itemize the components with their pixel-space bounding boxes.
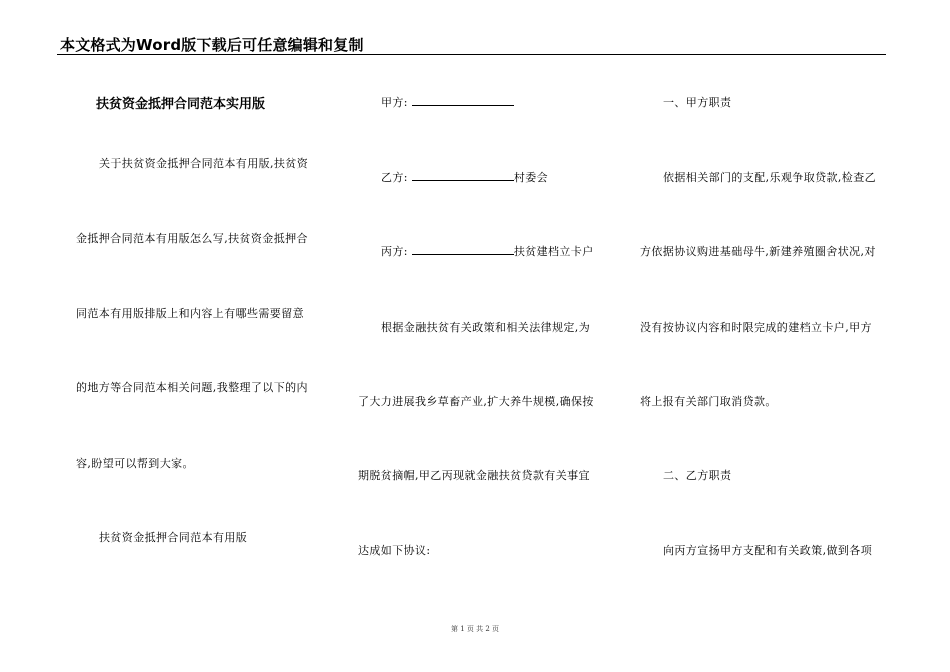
paragraph-line: 金抵押合同范本有用版怎么写,扶贫资金抵押合 <box>76 232 308 245</box>
party-b-label: 乙方: <box>381 171 408 184</box>
subtitle-line: 扶贫资金抵押合同范本有用版 <box>99 531 248 544</box>
party-a-label: 甲方: <box>381 96 408 109</box>
party-a-blank <box>412 95 514 106</box>
paragraph-line: 达成如下协议: <box>358 544 431 557</box>
party-b-suffix: 村委会 <box>513 171 549 184</box>
paragraph-line: 根据金融扶贫有关政策和相关法律规定,为 <box>381 321 591 334</box>
section-heading: 二、乙方职责 <box>663 469 732 482</box>
paragraph-line: 依据相关部门的支配,乐观争取贷款,检查乙 <box>663 171 876 184</box>
paragraph-line: 期脱贫摘帽,甲乙丙现就金融扶贫贷款有关事宜 <box>358 469 590 482</box>
paragraph-line: 了大力进展我乡草畜产业,扩大养牛规模,确保按 <box>358 395 594 408</box>
paragraph-line: 同范本有用版排版上和内容上有哪些需要留意 <box>76 307 304 320</box>
party-b-line <box>381 169 548 185</box>
party-c-line <box>381 243 594 259</box>
paragraph-line: 的地方等合同范本相关问题,我整理了以下的内 <box>76 381 308 394</box>
party-c-label: 丙方: <box>381 245 408 258</box>
party-b-blank <box>412 170 514 181</box>
paragraph-line: 向丙方宣扬甲方支配和有关政策,做到各项 <box>663 544 873 557</box>
page-number: 第 1 页 共 2 页 <box>450 625 500 633</box>
section-heading: 一、甲方职责 <box>663 96 732 109</box>
paragraph-line: 关于扶贫资金抵押合同范本有用版,扶贫资 <box>99 157 309 170</box>
party-a-line <box>381 94 514 110</box>
document-title: 扶贫资金抵押合同范本实用版 <box>96 97 266 112</box>
paragraph-line: 容,盼望可以帮到大家。 <box>76 457 194 470</box>
paragraph-line: 没有按协议内容和时限完成的建档立卡户,甲方 <box>640 321 872 334</box>
paragraph-line: 将上报有关部门取消贷款。 <box>640 395 777 408</box>
paragraph-line: 方依据协议购进基础母牛,新建养殖圈舍状况,对 <box>640 245 876 258</box>
header-divider <box>57 54 886 55</box>
party-c-blank <box>412 244 514 255</box>
header-title: 本文格式为Word版下载后可任意编辑和复制 <box>60 36 364 54</box>
party-c-suffix: 扶贫建档立卡户 <box>513 245 594 258</box>
